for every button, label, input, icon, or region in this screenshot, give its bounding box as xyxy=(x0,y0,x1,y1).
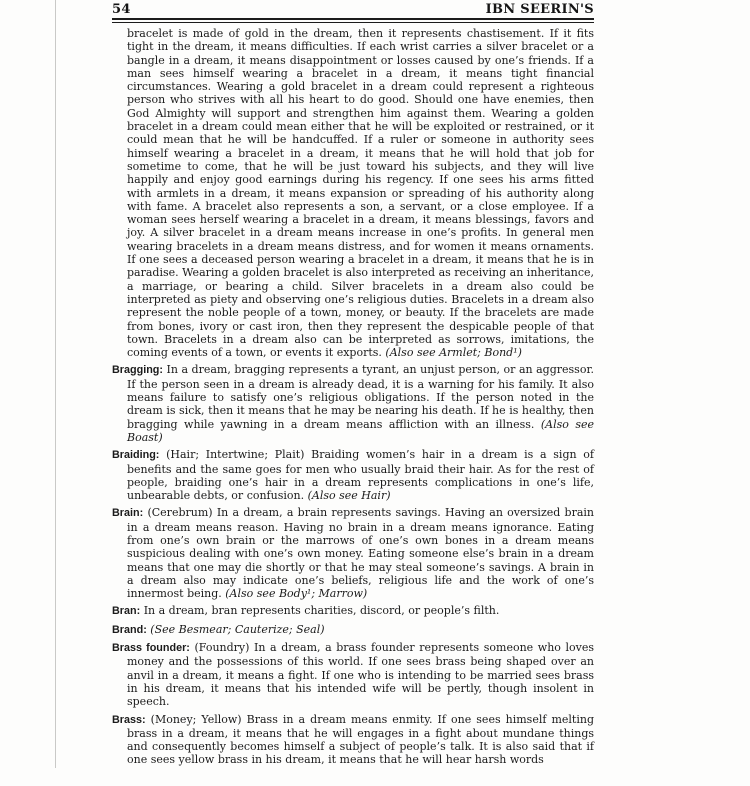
entries-list xyxy=(112,27,594,767)
page-header xyxy=(112,2,594,17)
entry-text: (Money; Yellow) Brass in a dream means enmity. If one sees himself melting brass in a dream, it means that he will engages in a fight about mundane things and consequently becomes himself a subject of people’s talk. It is also said that if one sees yellow brass in his dream, it means that he will hear harsh words xyxy=(127,712,595,767)
dictionary-entry xyxy=(112,623,594,637)
entry-term: Bran: xyxy=(112,605,141,618)
entry-text: (Hair; Intertwine; Plait) Braiding women’s hair in a dream is a sign of benefits and the same goes for men who usually braid their hair. As for the rest of people, braiding one’s hair in a dream represents complications in one’s life, unbearable debts, or confusion. xyxy=(127,448,594,503)
entry-term: Brand: xyxy=(112,623,147,636)
entry-text: (Cerebrum) In a dream, a brain represents savings. Having an oversized brain in a dream means reason. Having no brain in a dream means ignorance. Eating from one’s own brain or the marrows of one’s own bones in a dream means suspicious dealing with one’s own money. Eating someone else’s brain in a dream means that one may die shortly or that he may steal someone’s savings. A brain in a dream also may indicate one’s beliefs, religious life and the work of one’s innermost being. xyxy=(127,506,595,601)
running-title: IBN SEERIN'S xyxy=(485,2,594,17)
dictionary-entry xyxy=(112,713,594,767)
entry-text: bracelet is made of gold in the dream, then it represents chastisement. If it fits tight in the dream, it means difficulties. If each wrist carries a silver bracelet or a bangle in a dream, it means disappointment or losses caused by one’s friends. If a man sees himself wearing a bracelet in a dream, it means tight financial circumstances. Wearing a gold bracelet in a dream could represent a righteous person who strives with all his heart to do good. Should one have enemies, then God Almighty will support and strengthen him against them. Wearing a golden bracelet in a dream could mean either that he will be exploited or restrained, or it could mean that he will be handcuffed. If a ruler or someone in authority sees himself wearing a bracelet in a dream, it means that he will hold that job for sometime to come, that he will be just toward his subjects, and they will live happily and enjoy good earnings during his regency. If one sees his arms fitted with armlets in a dream, it means expansion or spreading of his authority along with fame. A bracelet also represents a son, a servant, or a close employee. If a woman sees herself wearing a bracelet in a dream, it means blessings, favors and joy. A silver bracelet in a dream means increase in one’s profits. In general men wearing bracelets in a dream means distress, and for women it means ornaments. If one sees a deceased person wearing a bracelet in a dream, it means that he is in paradise. Wearing a golden bracelet is also interpreted as receiving an inheritance, a marriage, or bearing a child. Silver bracelets in a dream also could be interpreted as piety and observing one’s religious duties. Bracelets in a dream also represent the noble people of a town, money, or beauty. If the bracelets are made from bones, ivory or cast iron, then they represent the despicable people of that town. Bracelets in a dream also can be interpreted as sorrows, imitations, the coming events of a town, or events it exports. xyxy=(127,27,594,360)
dictionary-entry xyxy=(112,363,594,444)
dictionary-entry xyxy=(112,506,594,600)
entry-term: Brass: xyxy=(112,713,146,726)
entry-term: Brass founder: xyxy=(112,642,190,655)
entry-text: In a dream, bragging represents a tyrant, an unjust person, or an aggressor. If the person seen in a dream is already dead, it is a warning for his family. It also means failure to satisfy one’s religious obligations. If the person noted in the dream is sick, then it means that he may be nearing his death. If he is healthy, then bragging while yawning in a dream means affliction with an illness. xyxy=(127,363,594,431)
entry-term: Braiding: xyxy=(112,449,160,462)
page-edge-line xyxy=(55,0,56,768)
entry-text: (Foundry) In a dream, a brass founder represents someone who loves money and the possessions of this world. If one sees brass being shaped over an anvil in a dream, it means a fight. If one who is intending to be married sees brass in his dream, it means that his intended wife will be pertly, though insolent in speech. xyxy=(127,641,595,709)
header-rule xyxy=(112,18,594,23)
dictionary-entry xyxy=(112,448,594,502)
entry-term: Brain: xyxy=(112,507,144,520)
dictionary-entry xyxy=(112,604,594,618)
dictionary-entry xyxy=(112,27,594,359)
cross-reference: (See Besmear; Cauterize; Seal) xyxy=(150,622,325,636)
cross-reference: (Also see Armlet; Bond¹) xyxy=(385,346,522,360)
cross-reference: (Also see Hair) xyxy=(307,489,391,503)
cross-reference: (Also see Body¹; Marrow) xyxy=(225,587,368,601)
page-number: 54 xyxy=(112,2,131,17)
page-content xyxy=(112,2,594,771)
cross-reference: (Also see Boast) xyxy=(127,417,595,444)
dictionary-entry xyxy=(112,641,594,708)
entry-text: In a dream, bran represents charities, discord, or people’s filth. xyxy=(143,604,500,618)
entry-term: Bragging: xyxy=(112,364,163,377)
